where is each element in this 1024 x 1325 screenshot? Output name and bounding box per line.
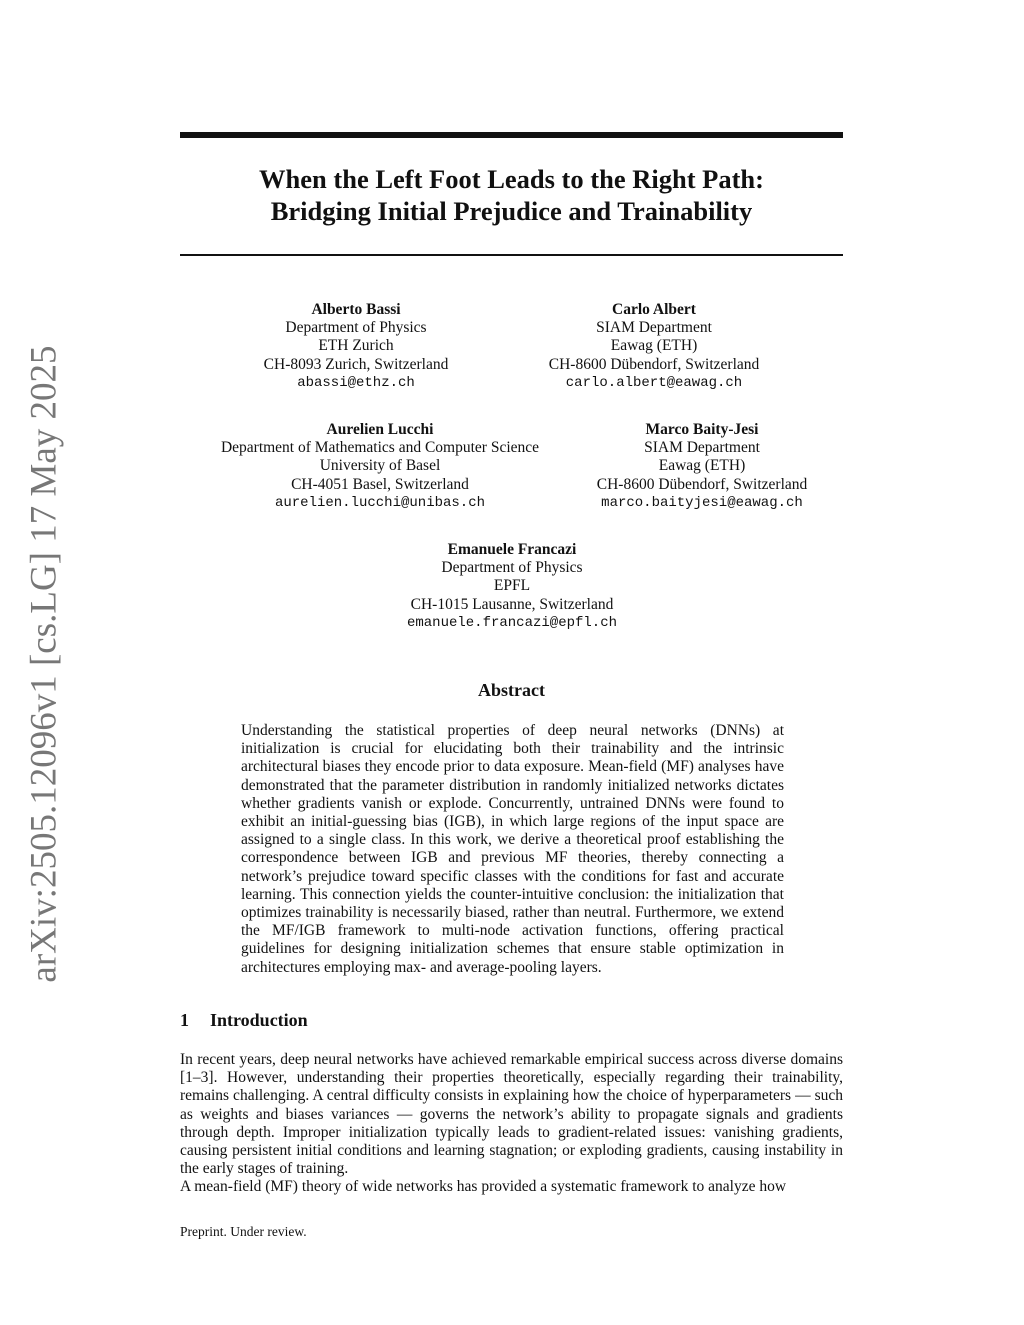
intro-paragraph-2: A mean-field (MF) theory of wide networks has provided a systematic framework to analyze how (180, 1178, 787, 1196)
author-name: Carlo Albert (612, 301, 696, 318)
author-department: Department of Physics (285, 319, 427, 337)
author-department: Department of Mathematics and Computer Science (220, 439, 540, 457)
author-department: SIAM Department (644, 439, 760, 457)
author-block-lucchi (180, 421, 580, 512)
author-email[interactable]: carlo.albert@eawag.ch (565, 374, 743, 391)
title-line-1: When the Left Foot Leads to the Right Path: (259, 164, 764, 194)
author-address: CH-4051 Basel, Switzerland (291, 475, 469, 493)
preprint-footer: Preprint. Under review. (180, 1224, 307, 1239)
author-name: Alberto Bassi (311, 301, 401, 318)
author-name: Aurelien Lucchi (326, 421, 434, 438)
author-email[interactable]: abassi@ethz.ch (297, 374, 415, 391)
author-institution: ETH Zurich (318, 337, 394, 355)
author-institution: Eawag (ETH) (610, 337, 698, 355)
abstract-heading: Abstract (478, 680, 545, 700)
author-block-bassi (206, 301, 506, 392)
author-name: Marco Baity-Jesi (645, 421, 759, 438)
author-name: Emanuele Francazi (447, 541, 577, 558)
author-department: SIAM Department (596, 319, 712, 337)
author-address: CH-8600 Dübendorf, Switzerland (596, 475, 808, 493)
author-address: CH-8600 Dübendorf, Switzerland (548, 355, 760, 373)
author-email[interactable]: emanuele.francazi@epfl.ch (406, 614, 618, 631)
section-heading-introduction (180, 1010, 308, 1031)
paper-title (180, 163, 843, 227)
author-block-francazi (362, 541, 662, 632)
abstract-text: Understanding the statistical properties of deep neural networks (DNNs) at initialization is crucial for elucidating both their trainability and the intrinsic architectural biases they encode prior to data exposure. Mean-field (MF) analyses have demonstrated that the parameter distribution in randomly initialized networks dictates whether gradients vanish or explode. Concurrently, untrained DNNs were found to exhibit an initial-guessing bias (IGB), in which large regions of the input space are assigned to a single class. In this work, we derive a theoretical proof establishing the correspondence between IGB and previous MF theories, thereby connecting a network’s prejudice toward specific classes with the conditions for fast and accurate learning. This connection yields the counter-intuitive conclusion: the initialization that optimizes trainability is necessarily biased, rather than neutral. Furthermore, we extend the MF/IGB framework to multi-node activation functions, offering practical guidelines for designing initialization schemes that ensure stable optimization in architectures employing max- and average-pooling layers. (241, 722, 784, 976)
author-block-albert (504, 301, 804, 392)
author-institution: Eawag (ETH) (658, 457, 746, 475)
section-title: Introduction (210, 1010, 308, 1030)
intro-paragraph-1: In recent years, deep neural networks have achieved remarkable empirical success across diverse domains [1–3]. However, understanding their properties theoretically, especially regarding their trainability, remains challenging. A central difficulty consists in explaining how the choice of hyperparameters — such as weights and biases variances — governs the network’s ability to propagate signals and gradients through depth. Improper initialization typically leads to gradient-related issues: vanishing gradients, causing persistent initial conditions and learning stagnation; or exploding gradients, causing instability in the early stages of training. (180, 1051, 843, 1178)
title-bottom-rule (180, 254, 843, 256)
author-address: CH-1015 Lausanne, Switzerland (410, 595, 614, 613)
author-institution: EPFL (493, 577, 531, 595)
author-address: CH-8093 Zurich, Switzerland (263, 355, 449, 373)
author-institution: University of Basel (319, 457, 441, 475)
arxiv-identifier: arXiv:2505.12096v1 [cs.LG] 17 May 2025 (23, 345, 65, 983)
author-email[interactable]: marco.baityjesi@eawag.ch (601, 494, 803, 511)
title-line-2: Bridging Initial Prejudice and Trainability (270, 196, 753, 226)
section-number: 1 (180, 1010, 189, 1030)
author-email[interactable]: aurelien.lucchi@unibas.ch (274, 494, 486, 511)
title-top-rule (180, 132, 843, 138)
introduction-body (180, 1051, 843, 1197)
author-block-baity-jesi (552, 421, 852, 512)
author-department: Department of Physics (441, 559, 583, 577)
